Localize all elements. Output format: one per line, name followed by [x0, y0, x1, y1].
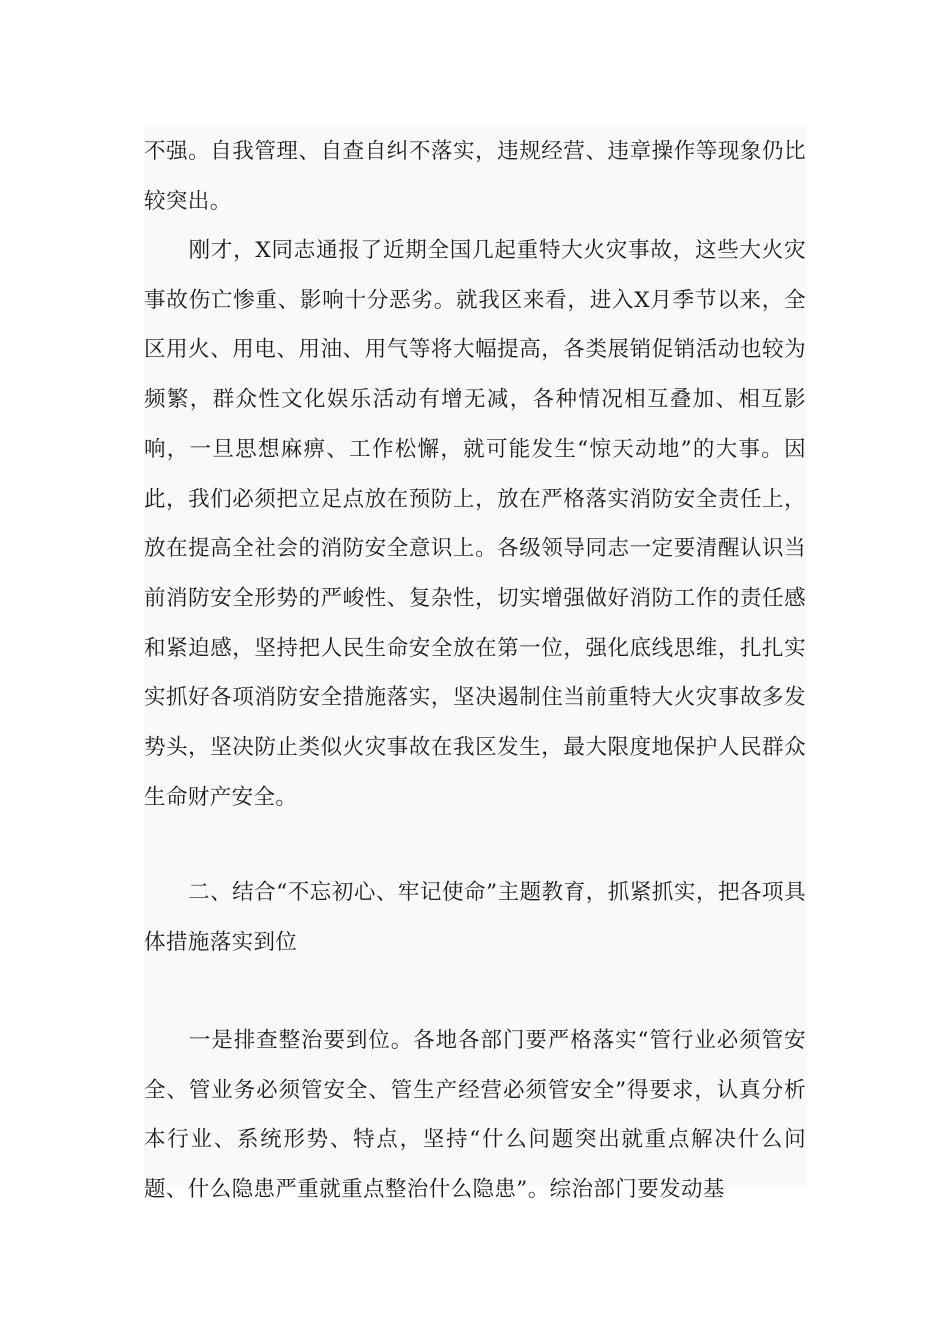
paragraph-1: 不强。自我管理、自查自纠不落实，违规经营、违章操作等现象仍比较突出。 [144, 139, 806, 214]
paragraph-2: 刚才，X同志通报了近期全国几起重特大火灾事故，这些大火灾事故伤亡惨重、影响十分恶劣。就我区来看，进入X月季节以来，全区用火、用电、用油、用气等将大幅提高，各类展销促销活动也较为频繁，群众性文化娱乐活动有增无减，各种情况相互叠加、相互影响，一旦思想麻痹、工作松懈，就可能发生“惊天动地”的大事。因此，我们必须把立足点放在预防上，放在严格落实消防安全责任上，放在提高全社会的消防安全意识上。各级领导同志一定要清醒认识当前消防安全形势的严峻性、复杂性，切实增强做好消防工作的责任感和紧迫感，坚持把人民生命安全放在第一位，强化底线思维，扎扎实实抓好各项消防安全措施落实，坚决遏制住当前重特大火灾事故多发势头，坚决防止类似火灾事故在我区发生，最大限度地保护人民群众生命财产安全。 [144, 238, 806, 810]
paragraph-3: 一是排查整治要到位。各地各部门要严格落实“管行业必须管安全、管业务必须管安全、管生产经营必须管安全”得要求，认真分析本行业、系统形势、特点，坚持“什么问题突出就重点解决什么问题、什么隐患严重就重点整治什么隐患”。综治部门要发动基 [144, 1028, 806, 1203]
section-heading-2: 二、结合“不忘初心、牢记使命”主题教育，抓紧抓实，把各项具体措施落实到位 [144, 880, 806, 955]
document-text-block [144, 125, 806, 1203]
